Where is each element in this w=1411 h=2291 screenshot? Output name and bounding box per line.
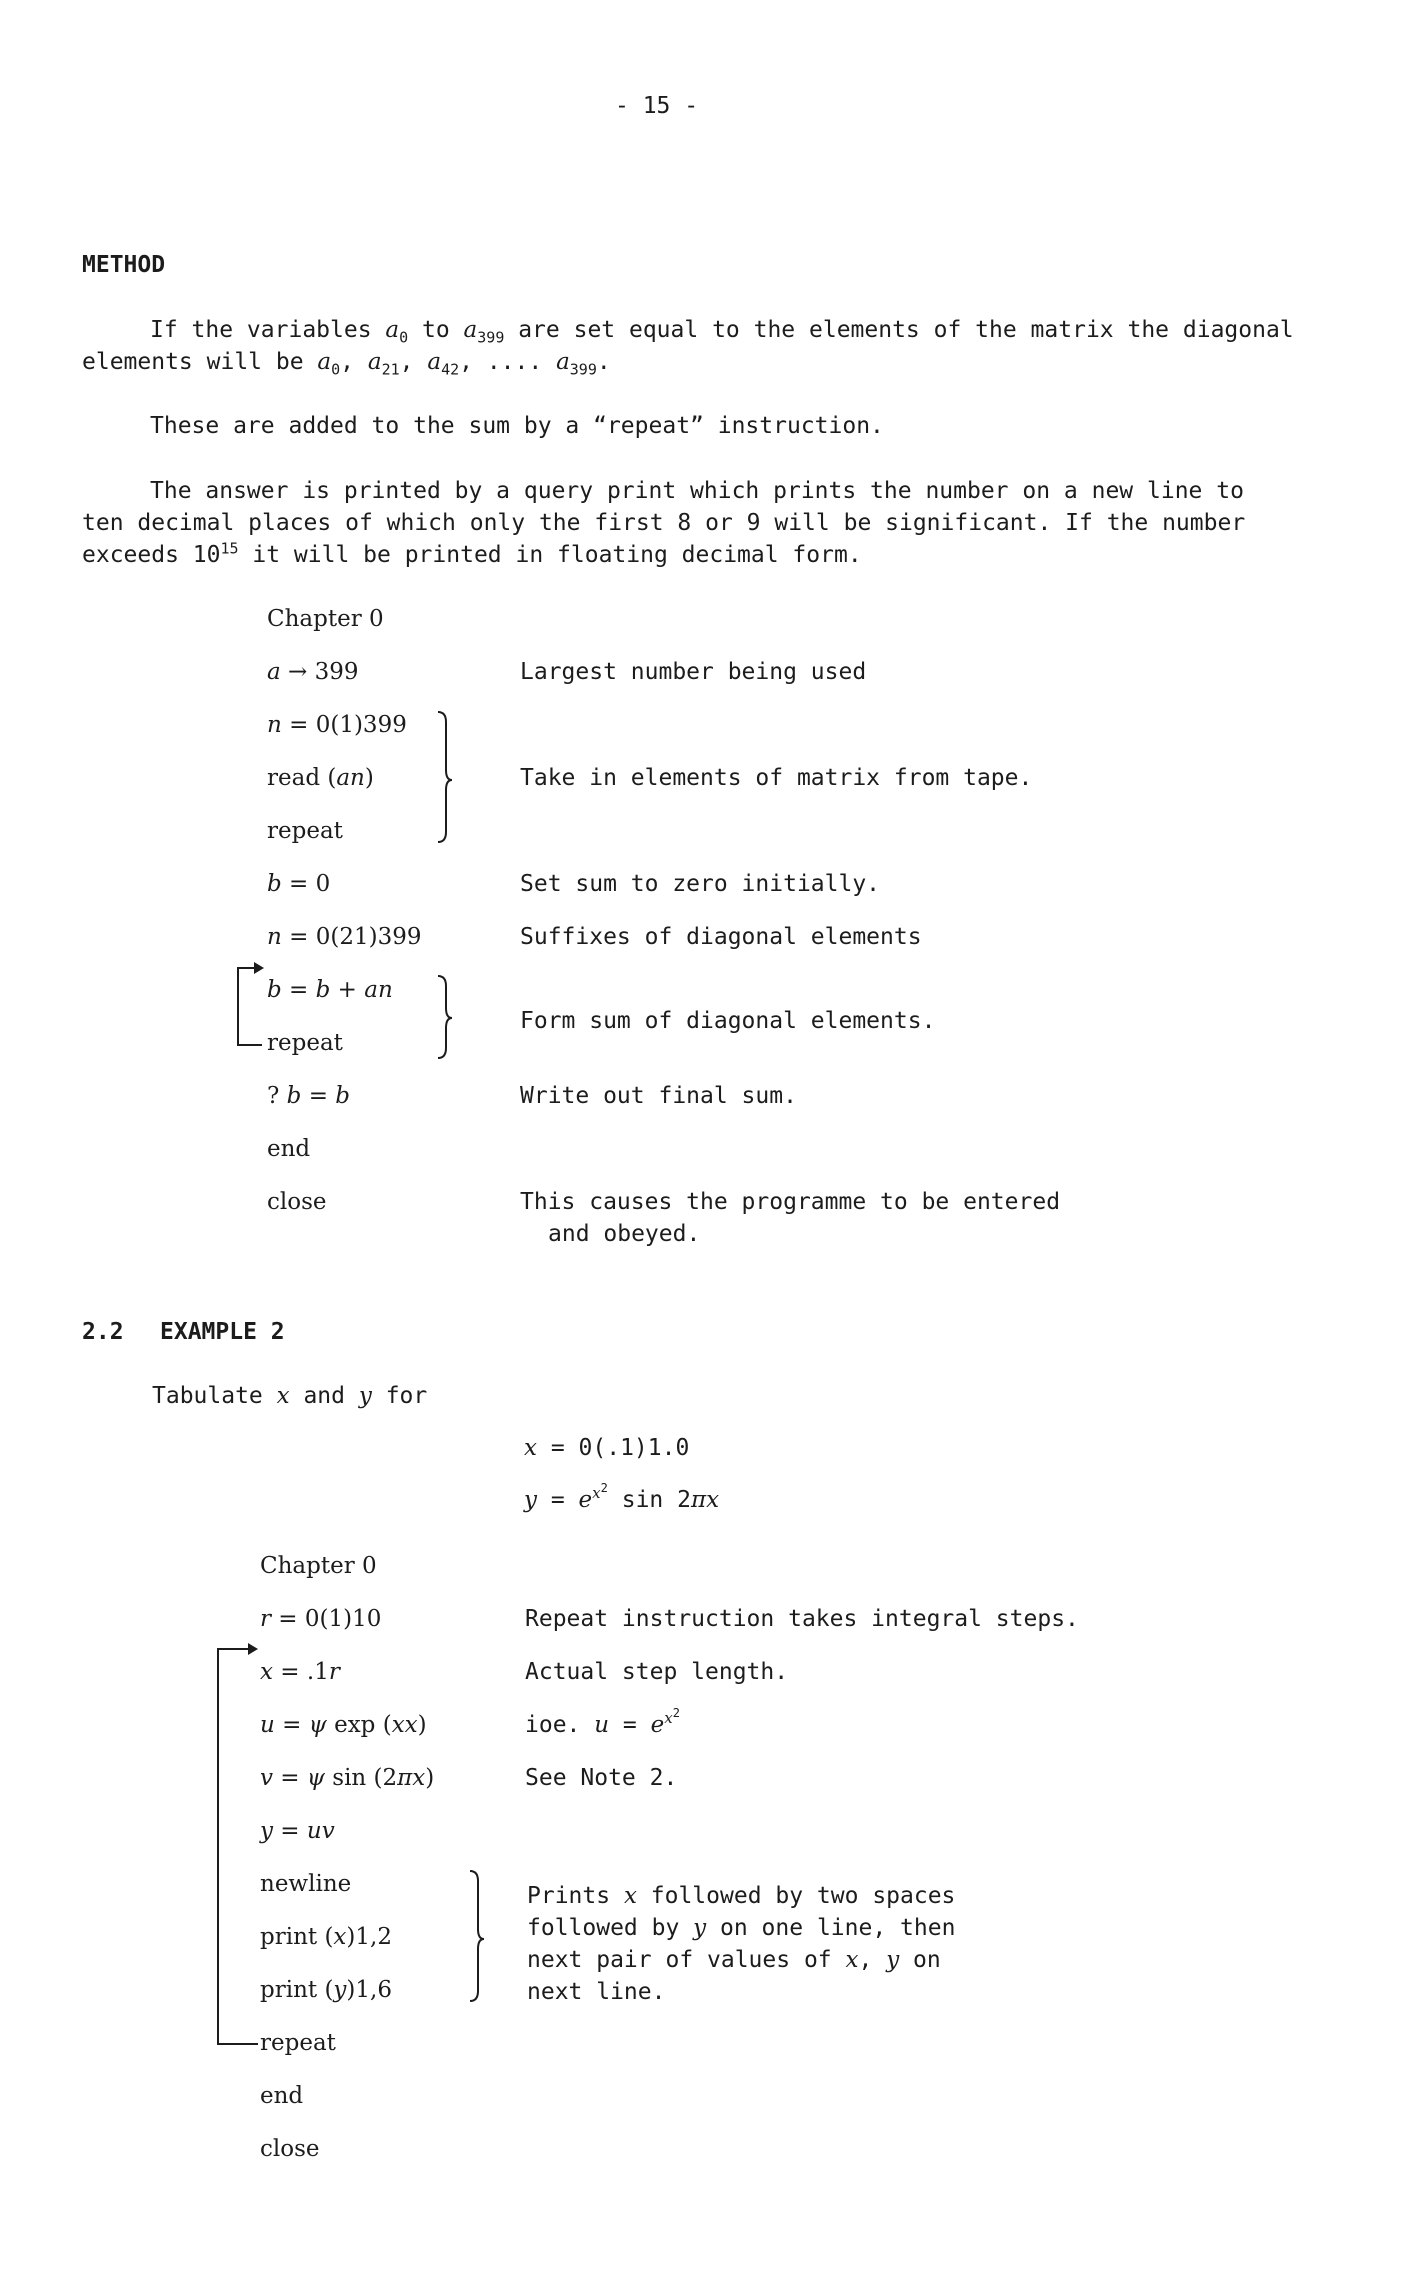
program2-line-y: y = uv — [260, 1818, 335, 1844]
method-paragraph-2: These are added to the sum by a “repeat” instruction. — [150, 413, 884, 439]
program2-comment-ioe: ioe. $u = e^{x^2}$ — [525, 1706, 680, 1738]
program1-comment-zero: Set sum to zero initially. — [520, 871, 881, 897]
program2-loop-arrow-icon — [248, 1643, 258, 1655]
program1-comment-causes: This causes the programme to be entered — [520, 1189, 1061, 1215]
program2-line-x-step: x = .1r — [260, 1659, 340, 1685]
program2-comment-prints-1: Prints x followed by two spaces — [527, 1883, 956, 1909]
program2-line-newline: newline — [260, 1871, 352, 1897]
program1-line-read: read (an) — [267, 765, 374, 791]
method-heading: METHOD — [82, 252, 166, 278]
example2-intro: Tabulate x and y for — [152, 1383, 428, 1409]
program2-comment-integral: Repeat instruction takes integral steps. — [525, 1606, 1079, 1632]
program1-line-a: a → 399 — [267, 659, 359, 685]
program1-comment-suffixes: Suffixes of diagonal elements — [520, 924, 922, 950]
program1-line-b-sum: b = b + an — [267, 977, 393, 1003]
program2-comment-prints-3: next pair of values of x, y on — [527, 1947, 941, 1973]
program1-line-repeat-2: repeat — [267, 1030, 343, 1056]
program1-line-repeat-1: repeat — [267, 818, 343, 844]
example2-equation-x: x = 0(.1)1.0 — [524, 1435, 690, 1461]
program1-line-n-range: n = 0(1)399 — [267, 712, 407, 738]
program2-line-print-x: print (x)1,2 — [260, 1924, 392, 1950]
program2-line-v: v = ψ sin (2πx) — [260, 1765, 435, 1791]
program1-line-chapter: Chapter 0 — [267, 606, 384, 632]
program2-line-end: end — [260, 2083, 304, 2109]
method-paragraph-1-line-2: elements will be $a_0$, $a_{21}$, $a_{42}$, .... $a_{399}$. — [82, 349, 611, 379]
program1-line-n-diag: n = 0(21)399 — [267, 924, 422, 950]
program1-comment-largest: Largest number being used — [520, 659, 867, 685]
program1-comment-read: Take in elements of matrix from tape. — [520, 765, 1033, 791]
program2-line-print-y: print (y)1,6 — [260, 1977, 392, 2003]
program2-line-chapter: Chapter 0 — [260, 1553, 377, 1579]
program2-line-repeat: repeat — [260, 2030, 336, 2056]
program2-comment-step: Actual step length. — [525, 1659, 789, 1685]
method-paragraph-3-line-2: ten decimal places of which only the first 8 or 9 will be significant. If the number — [82, 510, 1246, 536]
program2-line-r-range: r = 0(1)10 — [260, 1606, 382, 1632]
program1-comment-form-sum: Form sum of diagonal elements. — [520, 1008, 936, 1034]
program1-line-query-print: ? b = b — [267, 1083, 351, 1109]
program1-line-end: end — [267, 1136, 311, 1162]
page-number: - 15 - — [615, 93, 699, 119]
method-paragraph-3-line-3: exceeds $10^{15}$ it will be printed in floating decimal form. — [82, 539, 862, 568]
program1-line-b-zero: b = 0 — [267, 871, 331, 897]
example2-number: 2.2 — [82, 1319, 124, 1345]
program1-line-close: close — [267, 1189, 327, 1215]
example2-equation-y: $y = e^{x^2}$ sin 2πx — [524, 1481, 720, 1513]
program1-comment-obeyed: and obeyed. — [548, 1221, 701, 1247]
program1-comment-write: Write out final sum. — [520, 1083, 797, 1109]
method-paragraph-3-line-1: The answer is printed by a query print which prints the number on a new line to — [150, 478, 1244, 504]
program2-comment-note: See Note 2. — [525, 1765, 678, 1791]
program2-comment-prints-4: next line. — [527, 1979, 666, 2005]
print-group-brace — [470, 1871, 484, 2001]
program2-loop-bracket — [218, 1649, 258, 2044]
program2-line-u: u = ψ exp (xx) — [260, 1712, 427, 1738]
method-paragraph-1-line-1: If the variables $a_0$ to $a_{399}$ are set equal to the elements of the matrix the diagonal — [150, 317, 1294, 347]
program2-line-close: close — [260, 2136, 320, 2162]
example2-heading: EXAMPLE 2 — [160, 1319, 285, 1345]
program2-comment-prints-2: followed by y on one line, then — [527, 1915, 956, 1941]
